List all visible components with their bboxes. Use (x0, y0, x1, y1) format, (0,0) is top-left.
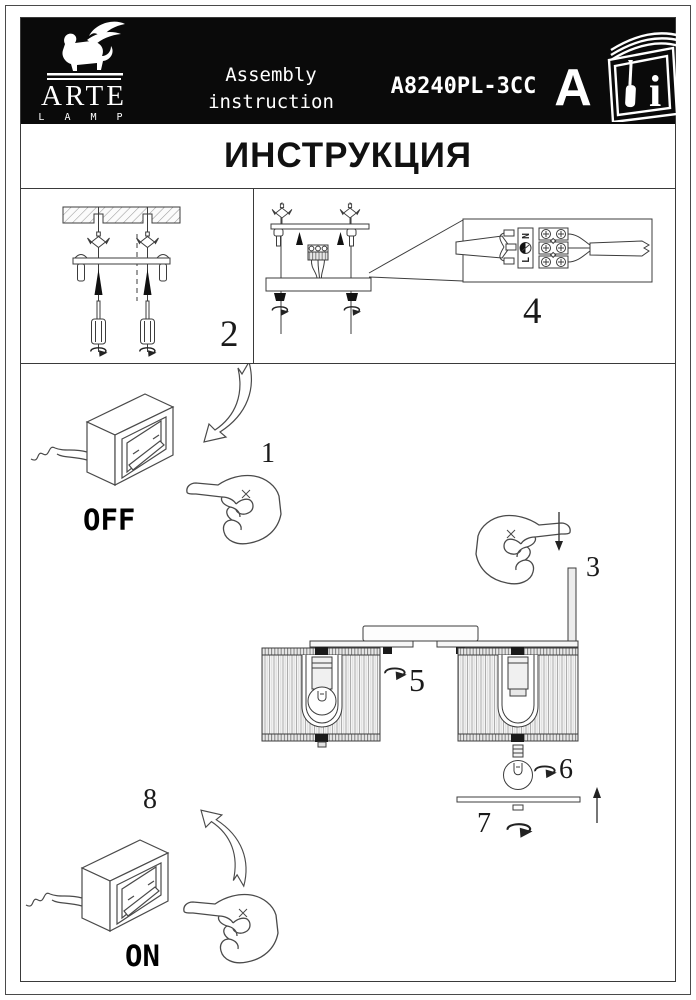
step6-number: 6 (559, 754, 573, 785)
switch-off-label: OFF (83, 503, 136, 537)
curved-arrow-down-icon (204, 364, 251, 442)
content-frame (20, 17, 676, 982)
terminal-block-small (308, 245, 328, 278)
earth-terminal-icon (520, 243, 531, 254)
step4-panel (254, 189, 675, 363)
power-switch-off-drawing (31, 394, 173, 485)
revision-letter: A (554, 59, 592, 117)
lion-logo-icon (29, 20, 139, 78)
bottom-plate-drawing (457, 797, 580, 810)
doc-type (191, 62, 351, 116)
terminal-label-neutral: N (521, 232, 532, 240)
wiring-diagram (254, 189, 675, 363)
info-letter: i (649, 67, 662, 116)
rotation-arrow-icon (535, 766, 557, 778)
page-title: ИНСТРУКЦИЯ (223, 136, 473, 175)
brand-sub: L A M P (38, 112, 130, 123)
curved-arrow-up-icon (201, 810, 246, 886)
ceiling-anchor-diagram (21, 189, 253, 363)
step1-number: 1 (261, 438, 275, 469)
assembly-main-drawing (21, 364, 674, 981)
pointing-hand-icon (476, 515, 570, 583)
step4-number: 4 (523, 291, 542, 332)
rotation-arrow-icon (508, 824, 533, 838)
rotation-arrow-icon (385, 668, 407, 680)
terminal-screws (539, 228, 568, 268)
step3-number: 3 (586, 552, 600, 583)
left-shade-drawing (262, 647, 380, 747)
main-diagram-panel (21, 364, 675, 981)
doc-type-line2: instruction (208, 91, 334, 113)
model-number: A8240PL-3CC (390, 74, 537, 99)
light-bulb-drawing (504, 745, 533, 790)
switch-on-label: ON (125, 939, 160, 973)
right-shade-drawing (458, 647, 578, 742)
up-arrow-icon (593, 787, 601, 823)
step5-number: 5 (409, 662, 425, 698)
bulb-inside-icon (308, 687, 336, 715)
step2-number: 2 (220, 314, 239, 355)
manual-booklet-icon (599, 30, 685, 122)
brand-logo (29, 20, 139, 122)
panels-row (21, 189, 675, 364)
header-bar (21, 18, 675, 124)
title-row (21, 124, 675, 189)
step2-panel (21, 189, 254, 363)
pointing-hand-icon (184, 894, 278, 962)
brand-name: ARTE (41, 80, 127, 112)
step7-number: 7 (477, 808, 491, 839)
step8-number: 8 (143, 784, 157, 815)
terminal-label-live: L (521, 256, 532, 264)
power-switch-on-drawing (26, 840, 168, 931)
pointing-hand-icon (187, 475, 281, 543)
doc-type-line1: Assembly (225, 64, 317, 86)
terminal-detail (456, 219, 652, 282)
